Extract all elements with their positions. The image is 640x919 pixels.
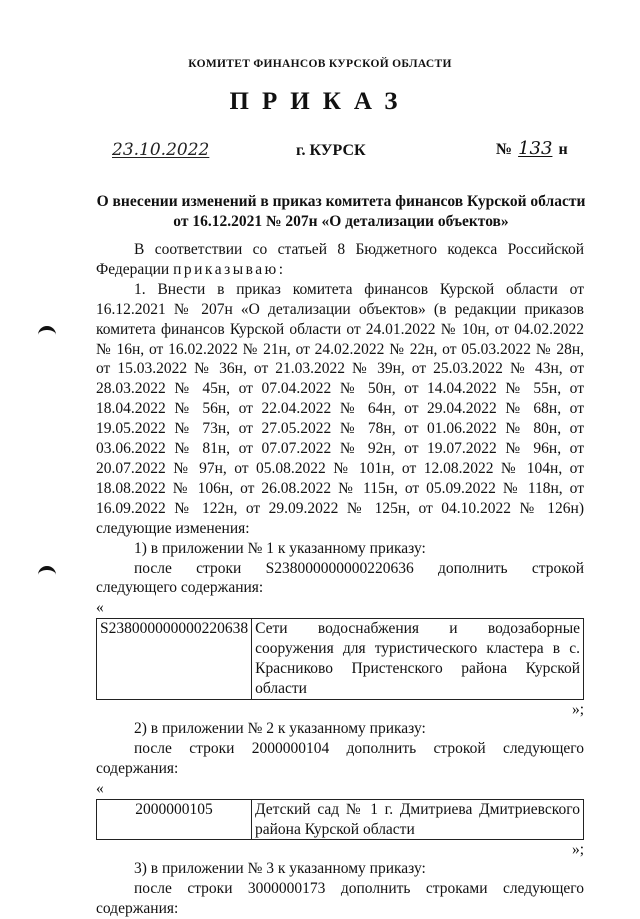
table-cell-description: Детский сад № 1 г. Дмитриева Дмитриевского района Курской области [252, 799, 584, 840]
appendix-1-table [96, 618, 584, 700]
intro-line-2 [96, 260, 584, 280]
heading-line-1: О внесении изменений в приказ комитета финансов Курской области [96, 193, 586, 210]
table-cell-description: Сети водоснабжения и водозаборные сооружения для туристического кластера в с. Красниково Пристенского района Курской области [252, 619, 584, 700]
sub-item-1-text: после строки S238000000000220636 дополнить строкой следующего содержания: [96, 559, 584, 597]
document-type-title: ПРИКАЗ [229, 88, 411, 115]
order-verb: приказываю: [173, 260, 286, 278]
document-number [496, 138, 568, 159]
sub-item-2-title: 2) в приложении № 2 к указанному приказу: [134, 719, 426, 737]
close-quote: »; [571, 841, 584, 859]
table-cell-code: S238000000000220638 [97, 619, 252, 700]
sub-item-2-text-line-1: после строки 2000000104 дополнить строкой следующего [134, 739, 584, 757]
city-label: г. КУРСК [296, 142, 366, 159]
sub-item-3-text-line-2: содержания: [96, 900, 179, 918]
document-body [96, 240, 584, 919]
sub-item-3-text-line-1: после строки 3000000173 дополнить строками следующего [134, 880, 584, 898]
intro-line-1: В соответствии со статьей 8 Бюджетного кодекса Российской [134, 241, 584, 258]
handwritten-number: 133 [518, 138, 553, 159]
item-1-paragraph: 1. Внести в приказ комитета финансов Курской области от 16.12.2021 № 207н «О детализации объектов» (в редакции приказов комитета финансов Курской области от 24.01.2022 № 10н, от 04.02.2022 № 16н, от 16.02.2022 № 21н, от 24.02.2022 № 22н, от 05.03.2022 № 28н, от 15.03.2022 № 36н, от 21.03.2022 № 39н, от 25.03.2022 № 43н, от 28.03.2022 № 45н, от 07.04.2022 № 50н, от 14.04.2022 № 55н, от 18.04.2022 № 56н, от 22.04.2022 № 64н, от 29.04.2022 № 68н, от 19.05.2022 № 73н, от 27.05.2022 № 78н, от 01.06.2022 № 80н, от 03.06.2022 № 81н, от 07.07.2022 № 92н, от 19.07.2022 № 96н, от 20.07.2022 № 97н, от 05.08.2022 № 101н, от 12.08.2022 № 104н, от 18.08.2022 № 106н, от 26.08.2022 № 115н, от 05.09.2022 № 118н, от 16.09.2022 № 122н, от 29.09.2022 № 125н, от 04.10.2022 № 126н) следующие изменения: [96, 280, 584, 537]
appendix-2-table [96, 799, 584, 841]
open-quote: « [96, 779, 104, 797]
open-quote: « [96, 599, 104, 617]
sub-item-2-text-line-2: содержания: [96, 759, 179, 777]
heading-line-2: от 16.12.2021 № 207н «О детализации объектов» [173, 213, 509, 230]
scan-margin-mark [38, 326, 56, 340]
close-quote: »; [571, 700, 584, 718]
table-row [97, 619, 584, 700]
sub-item-3-title: 3) в приложении № 3 к указанному приказу: [134, 860, 426, 878]
sub-item-1-title: 1) в приложении № 1 к указанному приказу: [134, 539, 426, 557]
order-heading [96, 192, 586, 232]
number-suffix: н [558, 141, 568, 158]
number-prefix: № [496, 141, 513, 158]
intro-federation: Федерации [96, 260, 170, 278]
organization-name: КОМИТЕТ ФИНАНСОВ КУРСКОЙ ОБЛАСТИ [188, 58, 452, 70]
table-row [97, 799, 584, 840]
handwritten-date: 23.10.2022 [112, 140, 210, 160]
table-cell-code: 2000000105 [97, 799, 252, 840]
scan-margin-mark [38, 566, 56, 580]
